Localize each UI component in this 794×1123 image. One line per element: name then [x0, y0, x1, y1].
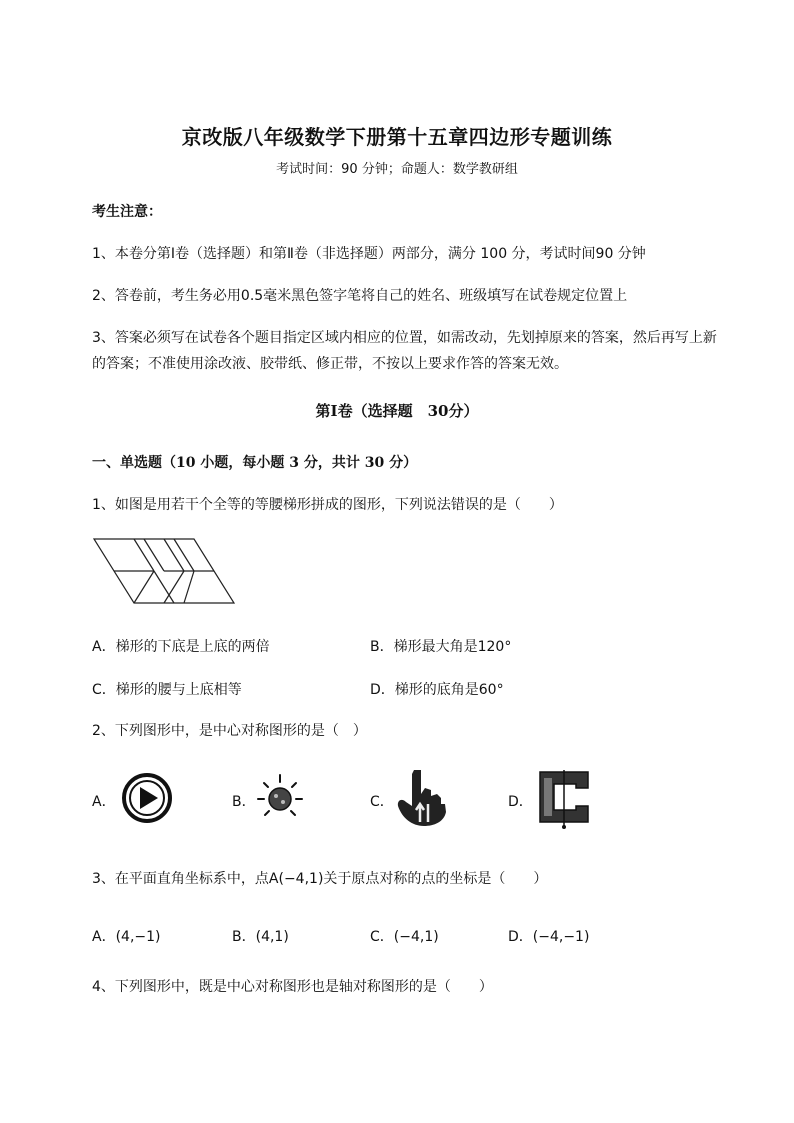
question-1-option-d: D．梯形的底角是60°	[370, 682, 504, 698]
notice-item-2: 2、答卷前，考生务必用0.5毫米黑色签字笔将自己的姓名、班级填写在试卷规定位置上	[92, 288, 628, 304]
question-1-option-c: C．梯形的腰与上底相等	[92, 682, 242, 698]
question-1-option-b: B．梯形最大角是120°	[370, 639, 512, 655]
exam-subtitle: 考试时间：90 分钟；命题人：数学教研组	[276, 162, 518, 177]
question-2-option-b-label: B．	[232, 794, 256, 810]
question-2-option-d-label: D．	[508, 794, 533, 810]
question-3-stem: 3、在平面直角坐标系中，点A(−4,1)关于原点对称的点的坐标是（ ）	[92, 871, 548, 887]
notice-item-3-cont: 的答案；不准使用涂改液、胶带纸、修正带，不按以上要求作答的答案无效。	[92, 356, 568, 372]
question-3-option-c: C．(−4,1)	[370, 929, 439, 945]
question-3-option-b: B．(4,1)	[232, 929, 289, 945]
question-2-option-c-label: C．	[370, 794, 394, 810]
section-title: 第Ⅰ卷（选择题 30分）	[315, 402, 479, 420]
part-heading: 一、单选题（10 小题，每小题 3 分，共计 30 分）	[92, 455, 418, 471]
question-4-stem: 4、下列图形中，既是中心对称图形也是轴对称图形的是（ ）	[92, 979, 493, 995]
question-3-option-d: D．(−4,−1)	[508, 929, 590, 945]
sun-icon	[254, 772, 306, 824]
letter-c-icon	[532, 768, 596, 830]
notice-item-3: 3、答案必须写在试卷各个题目指定区域内相应的位置，如需改动，先划掉原来的答案，然后再写上新	[92, 330, 717, 346]
question-2-stem: 2、下列图形中，是中心对称图形的是（ ）	[92, 723, 367, 739]
play-button-icon	[118, 772, 176, 824]
notice-heading: 考生注意：	[92, 204, 162, 220]
page-title: 京改版八年级数学下册第十五章四边形专题训练	[181, 125, 613, 149]
question-2-option-a-label: A．	[92, 794, 116, 810]
question-1-option-a: A．梯形的下底是上底的两倍	[92, 639, 270, 655]
question-1-stem: 1、如图是用若干个全等的等腰梯形拼成的图形，下列说法错误的是（ ）	[92, 497, 563, 513]
notice-item-1: 1、本卷分第Ⅰ卷（选择题）和第Ⅱ卷（非选择题）两部分，满分 100 分，考试时间90 分钟	[92, 246, 646, 262]
question-3-option-a: A．(4,−1)	[92, 929, 161, 945]
trapezoid-figure	[92, 537, 238, 607]
hand-icon	[394, 766, 450, 828]
